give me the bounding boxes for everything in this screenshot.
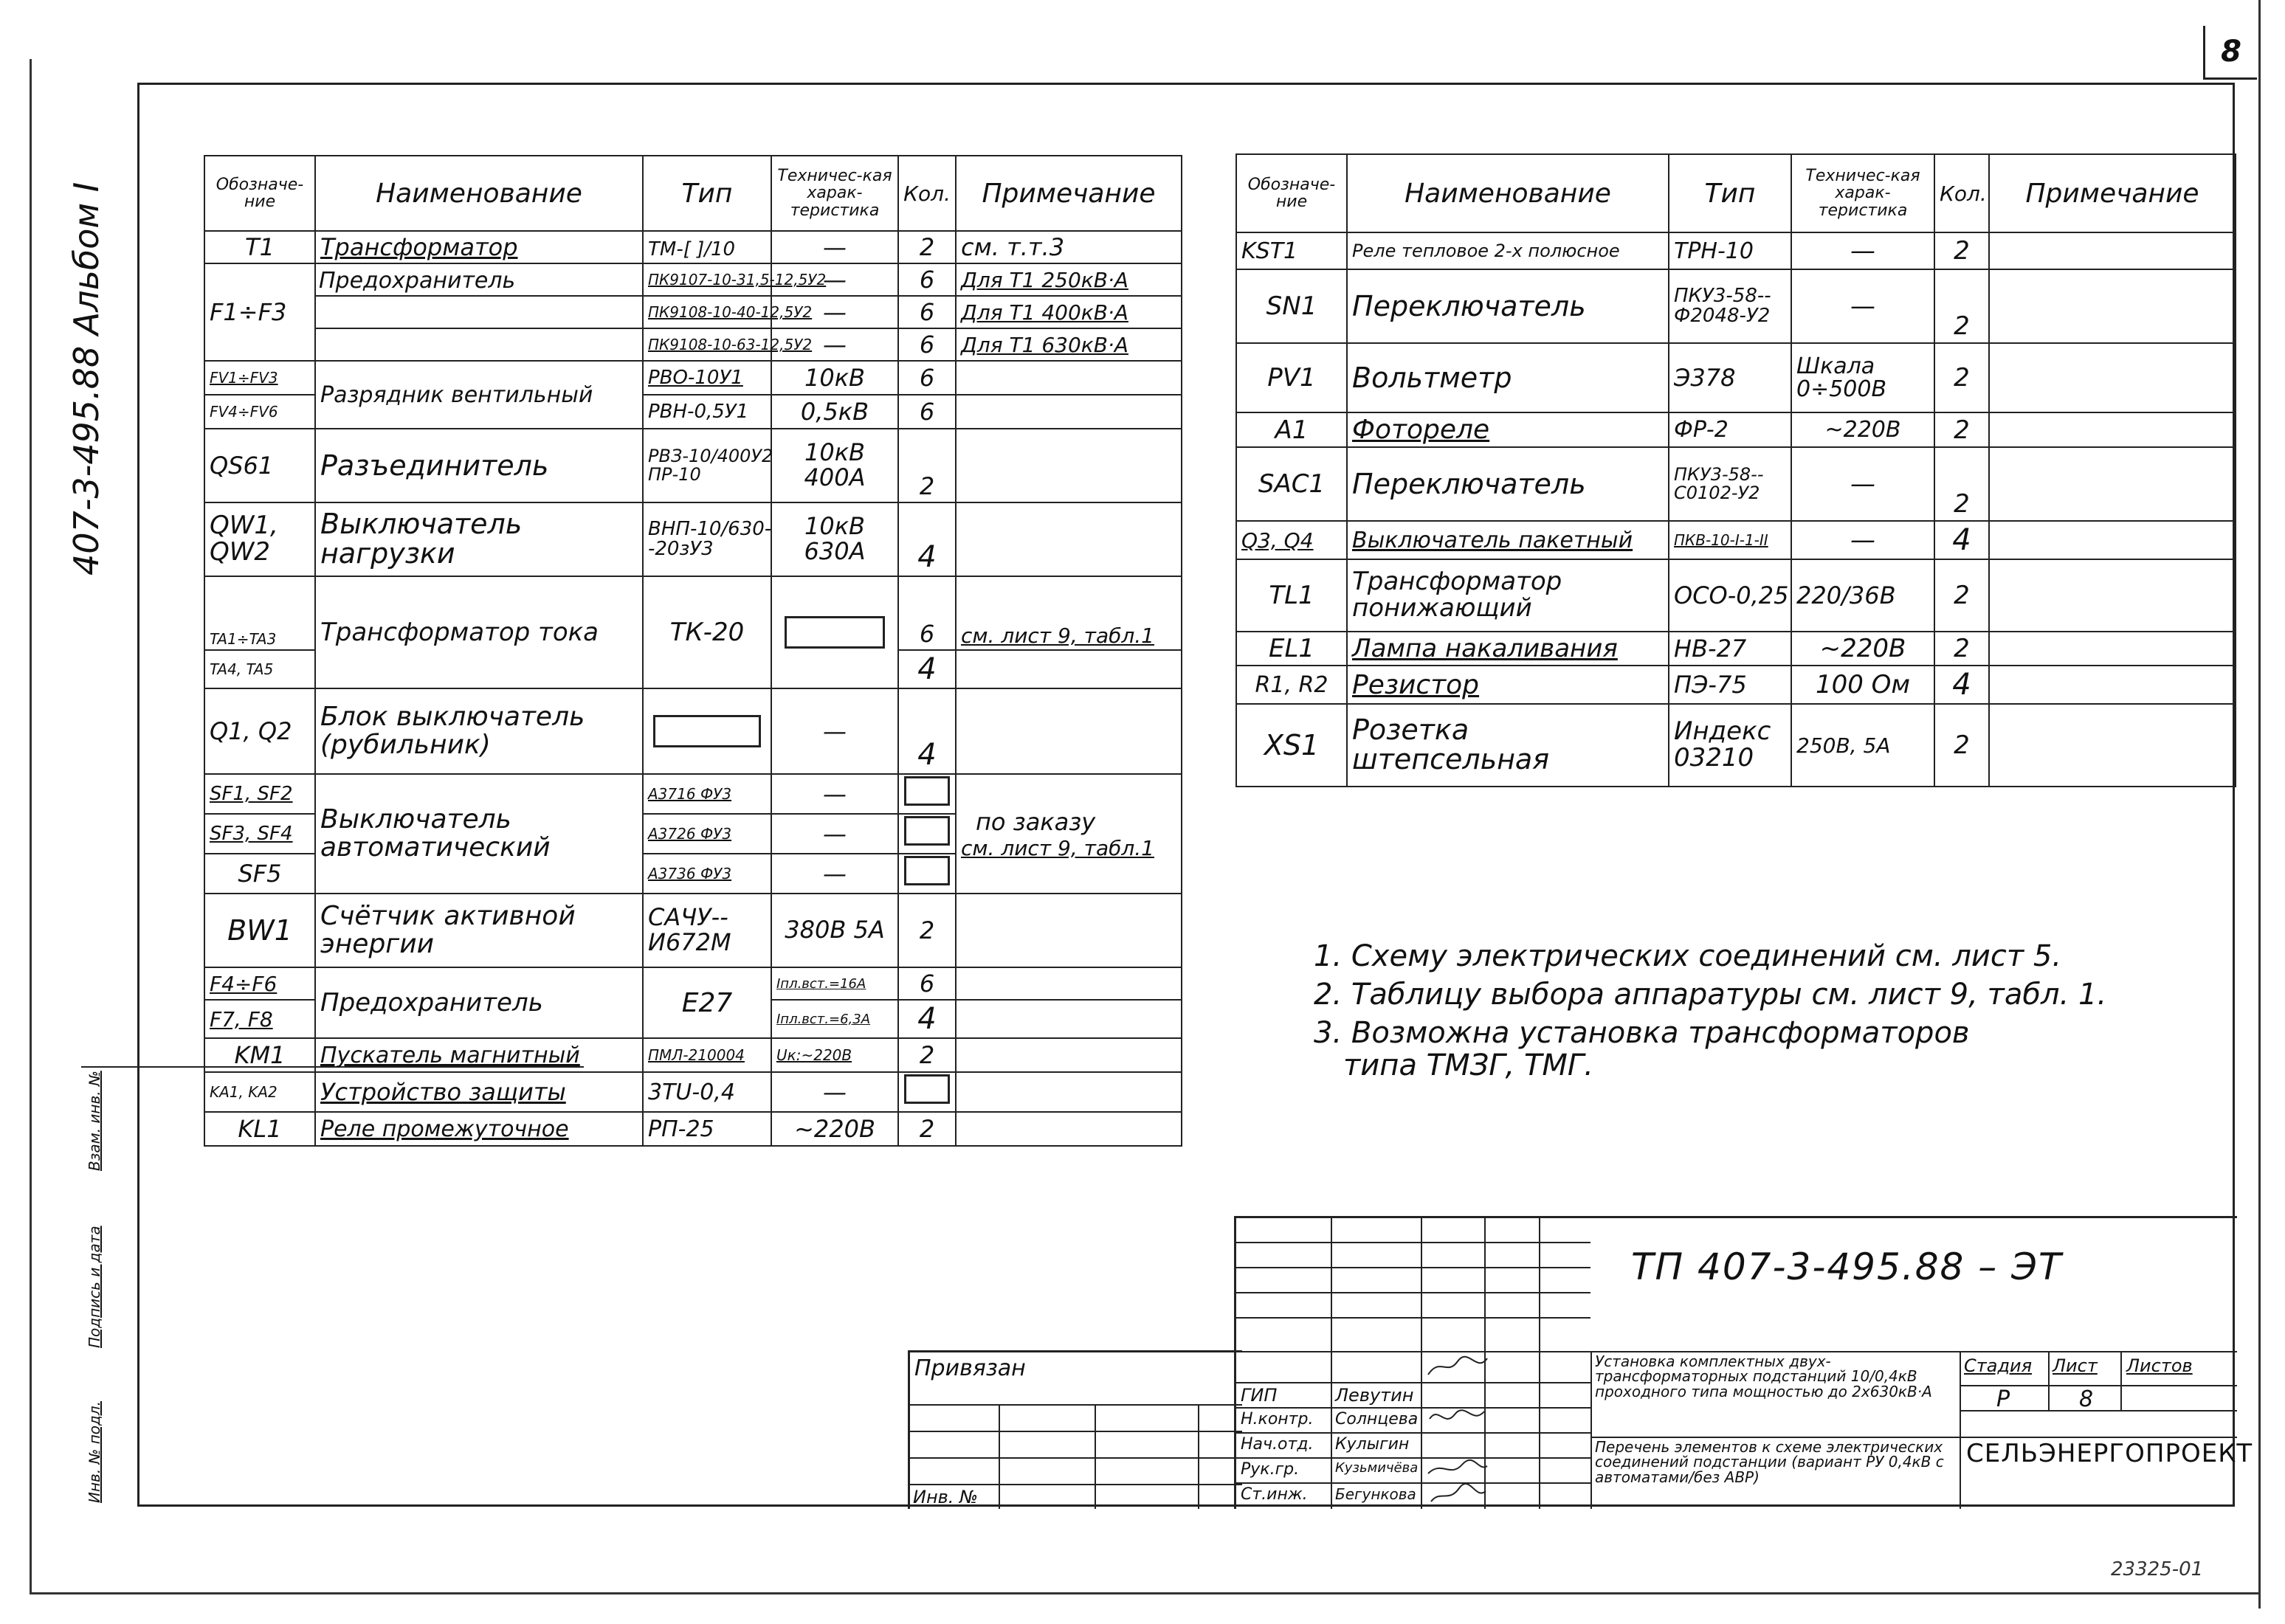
stamp-role: Нач.отд. (1241, 1435, 1314, 1454)
qty-box (904, 776, 950, 806)
table-row (204, 576, 1182, 650)
item-note (956, 650, 1182, 688)
item-tech: 380В 5А (771, 894, 898, 967)
right-elements-table (1235, 153, 2236, 787)
item-name: Реле тепловое 2-х полюсное (1347, 232, 1669, 269)
designation: F4÷F6 (204, 967, 315, 1000)
table-row (204, 361, 1182, 395)
table-row (204, 688, 1182, 774)
item-type: РВН-0,5У1 (643, 395, 771, 429)
col-name: Наименование (315, 156, 643, 231)
table-row (204, 1112, 1182, 1146)
binding-block (908, 1350, 1242, 1509)
item-type: Индекс 03210 (1669, 704, 1791, 787)
designation: TA1÷TA3 (204, 576, 315, 650)
item-name: Переключатель (1347, 447, 1669, 521)
item-tech: — (771, 854, 898, 894)
item-tech: Uк:~220В (771, 1038, 898, 1072)
type-box (653, 715, 761, 747)
item-qty-box (898, 814, 956, 854)
drawing-notes (1314, 937, 2199, 1082)
item-note (956, 688, 1182, 774)
item-type: ПК9107-10-31,5-12,5У2 (643, 263, 771, 296)
item-qty: 6 (898, 263, 956, 296)
item-tech: — (1791, 447, 1934, 521)
sheet-header: Лист (2053, 1355, 2098, 1376)
page-number: 8 (2203, 26, 2257, 80)
item-note: Для Т1 630кВ·А (956, 328, 1182, 361)
designation: FV4÷FV6 (204, 395, 315, 429)
designation: F7, F8 (204, 1000, 315, 1038)
item-tech: 10кВ (771, 361, 898, 395)
designation: FV1÷FV3 (204, 361, 315, 395)
item-type: НВ-27 (1669, 632, 1791, 666)
designation: KST1 (1236, 232, 1347, 269)
item-name: Выключатель нагрузки (315, 502, 643, 576)
item-note (1989, 412, 2236, 447)
item-tech: 0,5кВ (771, 395, 898, 429)
item-type: ПМЛ-210004 (643, 1038, 771, 1072)
item-note: Для Т1 400кВ·А (956, 296, 1182, 328)
item-qty: 6 (898, 395, 956, 429)
designation: SF5 (204, 854, 315, 894)
item-name: Трансформатор понижающий (1347, 559, 1669, 632)
item-qty: 6 (898, 328, 956, 361)
item-type: ПК9108-10-40-12,5У2 (643, 296, 771, 328)
item-type: Е27 (643, 967, 771, 1038)
item-tech: — (771, 814, 898, 854)
item-qty: 4 (1934, 666, 1989, 704)
side-strip-label: Взам. инв. № (86, 1071, 103, 1171)
item-qty-box (898, 854, 956, 894)
item-type: ПКУ3-58--С0102-У2 (1669, 447, 1791, 521)
item-qty: 6 (898, 361, 956, 395)
item-tech: 220/36В (1791, 559, 1934, 632)
item-note (956, 502, 1182, 576)
item-type: 3TU-0,4 (643, 1072, 771, 1112)
table-row (204, 429, 1182, 502)
side-strip (81, 1066, 145, 1508)
designation: KL1 (204, 1112, 315, 1146)
table-row (204, 231, 1182, 263)
item-note (956, 1000, 1182, 1038)
item-name (315, 296, 643, 328)
item-qty: 2 (1934, 704, 1989, 787)
item-type: РВЗ-10/400У2 ПР-10 (643, 429, 771, 502)
item-qty: 4 (898, 502, 956, 576)
item-qty: 2 (898, 1038, 956, 1072)
item-tech: — (771, 688, 898, 774)
item-name: Переключатель (1347, 269, 1669, 343)
item-tech: — (1791, 269, 1934, 343)
item-type: ПК9108-10-63-12,5У2 (643, 328, 771, 361)
designation: TL1 (1236, 559, 1347, 632)
item-qty: 2 (1934, 232, 1989, 269)
item-type: А3736 ФУ3 (643, 854, 771, 894)
col-qty: Кол. (898, 156, 956, 231)
designation: SF1, SF2 (204, 774, 315, 814)
stage-value: Р (1996, 1386, 2010, 1412)
table-row (204, 1072, 1182, 1112)
item-type: ТМ-[ ]/10 (643, 231, 771, 263)
item-tech: ~220В (771, 1112, 898, 1146)
item-note: Для Т1 250кВ·А (956, 263, 1182, 296)
item-type: ПКВ-10-I-1-II (1669, 521, 1791, 559)
item-type: ПКУ3-58--Ф2048-У2 (1669, 269, 1791, 343)
sheets-header: Листов (2126, 1355, 2193, 1376)
table-row (1236, 521, 2236, 559)
col-type: Тип (1669, 154, 1791, 232)
item-qty: 2 (1934, 559, 1989, 632)
left-elements-table (204, 155, 1182, 1147)
designation: SN1 (1236, 269, 1347, 343)
col-note: Примечание (1989, 154, 2236, 232)
item-name: Трансформатор тока (315, 576, 643, 688)
col-name: Наименование (1347, 154, 1669, 232)
table-row (1236, 232, 2236, 269)
outer-border-bottom (30, 1592, 2258, 1594)
stamp-name: Бегункова (1335, 1485, 1416, 1503)
table-row (204, 1038, 1182, 1072)
stage-header: Стадия (1964, 1355, 2033, 1376)
item-note (956, 1072, 1182, 1112)
note-line: 3. Возможна установка трансформаторов (1314, 1016, 1970, 1050)
item-note (956, 395, 1182, 429)
signature-mark (1425, 1456, 1490, 1481)
outer-border-right (2258, 0, 2261, 1609)
item-tech: Iпл.вст.=6,3А (771, 1000, 898, 1038)
item-name: Резистор (1347, 666, 1669, 704)
col-type: Тип (643, 156, 771, 231)
designation: KM1 (204, 1038, 315, 1072)
item-name: Выключатель автоматический (315, 774, 643, 894)
designation: Q1, Q2 (204, 688, 315, 774)
item-qty: 6 (898, 576, 956, 650)
designation: SAC1 (1236, 447, 1347, 521)
designation: R1, R2 (1236, 666, 1347, 704)
item-note (956, 429, 1182, 502)
col-note: Примечание (956, 156, 1182, 231)
item-note (1989, 704, 2236, 787)
note-line: 1. Схему электрических соединений см. лист 5. (1314, 939, 2062, 973)
designation: T1 (204, 231, 315, 263)
outer-border-left (30, 59, 32, 1594)
item-note (956, 1112, 1182, 1146)
sheet-title: Перечень элементов к схеме электрических соединений подстанции (вариант РУ 0,4кВ с автоматами/без АВР) (1595, 1438, 1944, 1486)
item-note (956, 361, 1182, 395)
stamp-role: Рук.гр. (1241, 1460, 1300, 1479)
item-note (1989, 269, 2236, 343)
designation: Q3, Q4 (1236, 521, 1347, 559)
item-type: А3716 ФУ3 (643, 774, 771, 814)
item-note: см. лист 9, табл.1 (956, 576, 1182, 650)
side-strip-label: Подпись и дата (86, 1226, 103, 1348)
table-header-row (1236, 154, 2236, 232)
designation: BW1 (204, 894, 315, 967)
table-header-row (204, 156, 1182, 231)
item-qty: 4 (898, 688, 956, 774)
item-name: Разрядник вентильный (315, 361, 643, 429)
item-tech: — (1791, 521, 1934, 559)
table-row (1236, 269, 2236, 343)
table-row (204, 774, 1182, 814)
item-type: ОСО-0,25 (1669, 559, 1791, 632)
qty-box (904, 816, 950, 846)
table-row (1236, 704, 2236, 787)
item-type: ВНП-10/630--20зУ3 (643, 502, 771, 576)
item-tech: — (771, 296, 898, 328)
table-row (204, 263, 1182, 296)
item-note (1989, 343, 2236, 412)
item-type: А3726 ФУ3 (643, 814, 771, 854)
designation: TA4, TA5 (204, 650, 315, 688)
table-row (1236, 666, 2236, 704)
col-designation: Обозначе-ние (1236, 154, 1347, 232)
album-label: 407-3-495.88 Альбом I (66, 182, 106, 576)
item-type: ТК-20 (643, 576, 771, 688)
stamp-name: Солнцева (1335, 1410, 1419, 1428)
sheet-value: 8 (2079, 1386, 2094, 1412)
item-tech (771, 576, 898, 688)
item-note (1989, 232, 2236, 269)
item-qty: 2 (1934, 269, 1989, 343)
qty-box (904, 1074, 950, 1104)
item-tech: 10кВ 400А (771, 429, 898, 502)
item-tech: — (771, 231, 898, 263)
note-line: 2. Таблицу выбора аппаратуры см. лист 9, табл. 1. (1314, 978, 2107, 1012)
table-row (1236, 447, 2236, 521)
item-qty: 4 (898, 650, 956, 688)
item-name: Устройство защиты (315, 1072, 643, 1112)
designation: QS61 (204, 429, 315, 502)
designation: F1÷F3 (204, 263, 315, 361)
item-note: см. т.т.3 (956, 231, 1182, 263)
item-tech: — (771, 1072, 898, 1112)
note-line: по заказу (976, 807, 1096, 836)
item-tech: 100 Ом (1791, 666, 1934, 704)
item-type: РВО-10У1 (643, 361, 771, 395)
col-designation: Обозначе-ние (204, 156, 315, 231)
item-type: Э378 (1669, 343, 1791, 412)
item-qty-box (898, 1072, 956, 1112)
item-qty: 2 (898, 429, 956, 502)
item-name: Предохранитель (315, 967, 643, 1038)
organization-name: СЕЛЬЭНЕРГОПРОЕКТ (1966, 1439, 2253, 1468)
stamp-name: Кузьмичёва (1335, 1460, 1419, 1476)
item-name: Выключатель пакетный (1347, 521, 1669, 559)
note-line: см. лист 9, табл.1 (961, 835, 1154, 860)
designation: PV1 (1236, 343, 1347, 412)
designation: A1 (1236, 412, 1347, 447)
item-qty: 2 (898, 231, 956, 263)
stamp-name: Кулыгин (1335, 1435, 1410, 1454)
col-tech: Техничес-кая харак-теристика (1791, 154, 1934, 232)
item-name: Трансформатор (315, 231, 643, 263)
item-name: Фотореле (1347, 412, 1669, 447)
item-name-type: Предохранитель (315, 263, 643, 296)
table-row (204, 502, 1182, 576)
item-name: Пускатель магнитный (315, 1038, 643, 1072)
col-qty: Кол. (1934, 154, 1989, 232)
item-type: ФР-2 (1669, 412, 1791, 447)
document-code: ТП 407-3-495.88 – ЭТ (1631, 1245, 2063, 1288)
table-row (1236, 343, 2236, 412)
signature-mark (1425, 1354, 1490, 1379)
item-tech: — (1791, 232, 1934, 269)
item-note (956, 1038, 1182, 1072)
item-type: ПЭ-75 (1669, 666, 1791, 704)
item-tech: — (771, 774, 898, 814)
item-type: ТРН-10 (1669, 232, 1791, 269)
item-type (643, 688, 771, 774)
item-qty: 2 (898, 894, 956, 967)
item-name: Реле промежуточное (315, 1112, 643, 1146)
item-qty: 4 (898, 1000, 956, 1038)
item-qty: 6 (898, 967, 956, 1000)
item-tech: ~220В (1791, 632, 1934, 666)
binding-label: Привязан (914, 1355, 1026, 1381)
item-qty-box (898, 774, 956, 814)
item-tech: ~220В (1791, 412, 1934, 447)
designation: SF3, SF4 (204, 814, 315, 854)
item-name: Счётчик активной энергии (315, 894, 643, 967)
tech-box (785, 616, 885, 649)
item-qty: 2 (1934, 632, 1989, 666)
designation: QW1, QW2 (204, 502, 315, 576)
designation: KA1, KA2 (204, 1072, 315, 1112)
item-note (956, 967, 1182, 1000)
item-qty: 4 (1934, 521, 1989, 559)
item-type: САЧУ--И672М (643, 894, 771, 967)
item-tech: 10кВ 630А (771, 502, 898, 576)
table-row (204, 894, 1182, 967)
qty-box (904, 856, 950, 885)
signature-mark (1425, 1404, 1490, 1429)
note-line: типа ТМЗГ, ТМГ. (1343, 1048, 1593, 1082)
table-row (204, 328, 1182, 361)
inventory-label: Инв. № (913, 1487, 979, 1507)
item-name: Разъединитель (315, 429, 643, 502)
item-qty: 2 (1934, 447, 1989, 521)
signature-mark (1425, 1482, 1490, 1507)
item-tech: — (771, 328, 898, 361)
item-tech: — (771, 263, 898, 296)
item-note (1989, 632, 2236, 666)
item-note (1989, 447, 2236, 521)
side-strip-label: Инв. № подл. (86, 1401, 103, 1503)
item-qty: 2 (898, 1112, 956, 1146)
item-note (1989, 521, 2236, 559)
item-name: Розетка штепсельная (1347, 704, 1669, 787)
item-name: Вольтметр (1347, 343, 1669, 412)
item-tech: Шкала 0÷500В (1791, 343, 1934, 412)
project-title: Установка комплектных двух-трансформаторных подстанций 10/0,4кВ проходного типа мощностью до 2х630кВ·А (1595, 1352, 1932, 1400)
stamp-role: ГИП (1241, 1385, 1278, 1406)
table-row (1236, 559, 2236, 632)
table-row (1236, 412, 2236, 447)
item-type: РП-25 (643, 1112, 771, 1146)
item-name: Лампа накаливания (1347, 632, 1669, 666)
item-name: Блок выключатель (рубильник) (315, 688, 643, 774)
designation: XS1 (1236, 704, 1347, 787)
item-note (1989, 559, 2236, 632)
table-row (1236, 632, 2236, 666)
item-qty: 2 (1934, 343, 1989, 412)
stamp-role: Ст.инж. (1241, 1485, 1308, 1504)
item-note (956, 774, 1182, 894)
designation: EL1 (1236, 632, 1347, 666)
table-row (204, 967, 1182, 1000)
archive-number: 23325-01 (2111, 1558, 2204, 1580)
table-row (204, 296, 1182, 328)
item-note (956, 894, 1182, 967)
item-tech: 250В, 5А (1791, 704, 1934, 787)
item-name (315, 328, 643, 361)
item-qty: 2 (1934, 412, 1989, 447)
item-tech: Iпл.вст.=16А (771, 967, 898, 1000)
item-qty: 6 (898, 296, 956, 328)
stamp-name: Левутин (1335, 1385, 1414, 1406)
col-tech: Техничес-кая харак-теристика (771, 156, 898, 231)
stamp-role: Н.контр. (1241, 1410, 1314, 1428)
item-note (1989, 666, 2236, 704)
